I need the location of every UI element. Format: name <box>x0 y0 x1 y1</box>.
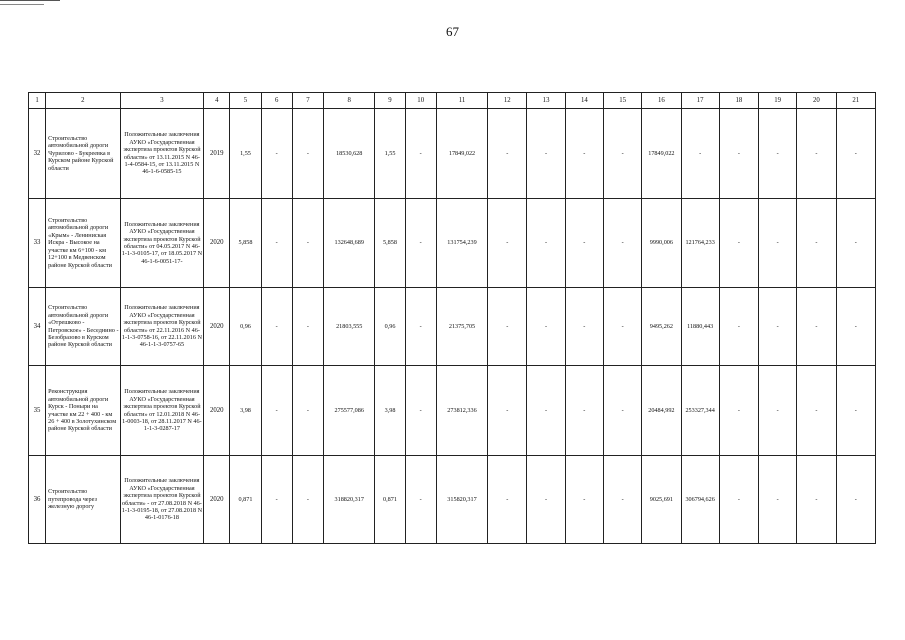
cell: 318820,317 <box>324 456 375 544</box>
cell-year: 2020 <box>204 366 230 456</box>
column-header: 2 <box>46 93 121 109</box>
cell: 0,871 <box>375 456 405 544</box>
scan-artifact-line <box>0 0 60 1</box>
cell: - <box>405 456 436 544</box>
row-number: 35 <box>29 366 46 456</box>
cell: 5,858 <box>230 199 261 288</box>
cell: - <box>527 366 565 456</box>
column-header: 13 <box>527 93 565 109</box>
cell: - <box>488 456 527 544</box>
cell: - <box>405 109 436 199</box>
cell: - <box>292 199 323 288</box>
column-header: 7 <box>292 93 323 109</box>
cell: - <box>603 288 641 366</box>
cell: 20484,992 <box>642 366 681 456</box>
cell: - <box>261 366 292 456</box>
cell: - <box>836 366 875 456</box>
cell-year: 2019 <box>204 109 230 199</box>
cell: 17849,022 <box>436 109 487 199</box>
cell: 253327,344 <box>681 366 719 456</box>
column-header: 1 <box>29 93 46 109</box>
cell: 9495,262 <box>642 288 681 366</box>
cell-year: 2020 <box>204 456 230 544</box>
cell: 315820,317 <box>436 456 487 544</box>
basis-document: Положительные заключения АУКО «Государственная экспертиза проектов Курской области» от 04.05.2017 N 46-1-1-3-0105-17, от 18.05.2017 N 46-1-6-0051-17- <box>120 199 204 288</box>
table-row <box>29 109 876 199</box>
cell: - <box>836 456 875 544</box>
cell: - <box>759 199 797 288</box>
column-header: 19 <box>759 93 797 109</box>
cell: - <box>405 288 436 366</box>
column-header: 6 <box>261 93 292 109</box>
cell: - <box>488 366 527 456</box>
cell: - <box>797 288 836 366</box>
object-name: Строительство автомобильной дороги Чурилово - Букреевка в Курском районе Курской области <box>46 109 121 199</box>
cell: - <box>719 366 758 456</box>
cell: - <box>527 109 565 199</box>
column-header: 9 <box>375 93 405 109</box>
object-name: Строительство путепровода через железную дорогу <box>46 456 121 544</box>
cell: 11880,443 <box>681 288 719 366</box>
cell: 21803,555 <box>324 288 375 366</box>
object-name: Строительство автомобильной дороги «Крым» - Лениниская Искра - Высокое на участке км 6+100 - км 12+100 в Медвенском районе Курской области <box>46 199 121 288</box>
row-number: 33 <box>29 199 46 288</box>
cell: 273812,336 <box>436 366 487 456</box>
header-row <box>29 93 876 109</box>
row-number: 32 <box>29 109 46 199</box>
cell: - <box>719 199 758 288</box>
cell: - <box>681 109 719 199</box>
basis-document: Положительные заключения АУКО «Государственная экспертиза проектов Курской области» от 12.01.2018 N 46-1-0003-18, от 28.11.2017 N 46-1-1-3-0287-17 <box>120 366 204 456</box>
cell: - <box>488 109 527 199</box>
cell: 18530,628 <box>324 109 375 199</box>
cell: - <box>603 366 641 456</box>
cell: - <box>759 109 797 199</box>
object-name: Строительство автомобильной дороги «Отрешково - Петровское» - Беседнино - Безобразово в Курском районе Курской области <box>46 288 121 366</box>
cell: - <box>488 199 527 288</box>
cell: 121764,233 <box>681 199 719 288</box>
cell: - <box>797 366 836 456</box>
cell: - <box>759 456 797 544</box>
cell: - <box>719 288 758 366</box>
table-row <box>29 456 876 544</box>
cell: - <box>759 366 797 456</box>
column-header: 20 <box>797 93 836 109</box>
cell: - <box>565 456 603 544</box>
cell: - <box>292 456 323 544</box>
table-row <box>29 199 876 288</box>
basis-document: Положительные заключения АУКО «Государственная экспертиза проектов Курской области» от 22.11.2016 N 46-1-1-3-0758-16, от 22.11.2016 N 46-1-1-3-0757-65 <box>120 288 204 366</box>
cell: - <box>488 288 527 366</box>
cell: - <box>261 288 292 366</box>
cell: - <box>527 288 565 366</box>
cell: - <box>405 366 436 456</box>
cell: - <box>836 288 875 366</box>
cell: 306794,626 <box>681 456 719 544</box>
column-header: 4 <box>204 93 230 109</box>
cell: - <box>405 199 436 288</box>
table-row <box>29 288 876 366</box>
cell: - <box>527 456 565 544</box>
cell: 275577,086 <box>324 366 375 456</box>
cell: - <box>797 109 836 199</box>
cell: - <box>565 199 603 288</box>
row-number: 36 <box>29 456 46 544</box>
cell: 17849,022 <box>642 109 681 199</box>
cell: 0,96 <box>230 288 261 366</box>
table-row <box>29 366 876 456</box>
column-header: 12 <box>488 93 527 109</box>
cell: - <box>797 199 836 288</box>
cell: 131754,239 <box>436 199 487 288</box>
cell: - <box>603 456 641 544</box>
cell: - <box>261 109 292 199</box>
cell: 9025,691 <box>642 456 681 544</box>
cell: 1,55 <box>230 109 261 199</box>
column-header: 21 <box>836 93 875 109</box>
cell: - <box>261 199 292 288</box>
cell: - <box>527 199 565 288</box>
cell: 3,98 <box>375 366 405 456</box>
cell: 9990,006 <box>642 199 681 288</box>
column-header: 8 <box>324 93 375 109</box>
cell: 0,96 <box>375 288 405 366</box>
cell: - <box>292 366 323 456</box>
column-header: 15 <box>603 93 641 109</box>
scan-artifact-line <box>0 4 44 5</box>
data-table <box>28 92 876 544</box>
cell-year: 2020 <box>204 288 230 366</box>
cell: - <box>836 199 875 288</box>
row-number: 34 <box>29 288 46 366</box>
object-name: Реконструкция автомобильной дороги Курск - Поныри на участке км 22 + 400 - км 26 + 400 в Золотухинском районе Курской области <box>46 366 121 456</box>
cell: - <box>261 456 292 544</box>
cell: 5,858 <box>375 199 405 288</box>
cell: - <box>797 456 836 544</box>
cell: - <box>603 199 641 288</box>
column-header: 11 <box>436 93 487 109</box>
column-header: 5 <box>230 93 261 109</box>
cell: 132648,689 <box>324 199 375 288</box>
column-header: 17 <box>681 93 719 109</box>
cell: - <box>836 109 875 199</box>
basis-document: Положительные заключения АУКО «Государственная экспертиза проектов Курской области» от 13.11.2015 N 46-1-4-0584-15, от 13.11.2015 N 46-1-6-0585-15 <box>120 109 204 199</box>
cell: - <box>565 366 603 456</box>
cell-year: 2020 <box>204 199 230 288</box>
cell: - <box>292 109 323 199</box>
cell: 3,98 <box>230 366 261 456</box>
cell: 1,55 <box>375 109 405 199</box>
column-header: 18 <box>719 93 758 109</box>
cell: - <box>565 109 603 199</box>
basis-document: Положительные заключения АУКО «Государственная экспертиза проектов Курской области» - от 27.08.2018 N 46-1-1-3-0195-18, от 27.08.2018 N 46-1-0176-18 <box>120 456 204 544</box>
page-number: 67 <box>446 24 459 39</box>
column-header: 14 <box>565 93 603 109</box>
column-header: 10 <box>405 93 436 109</box>
cell: - <box>565 288 603 366</box>
cell: - <box>759 288 797 366</box>
cell: - <box>719 109 758 199</box>
cell: - <box>292 288 323 366</box>
column-header: 16 <box>642 93 681 109</box>
cell: - <box>603 109 641 199</box>
cell: 21375,705 <box>436 288 487 366</box>
column-header: 3 <box>120 93 204 109</box>
cell: - <box>719 456 758 544</box>
cell: 0,871 <box>230 456 261 544</box>
